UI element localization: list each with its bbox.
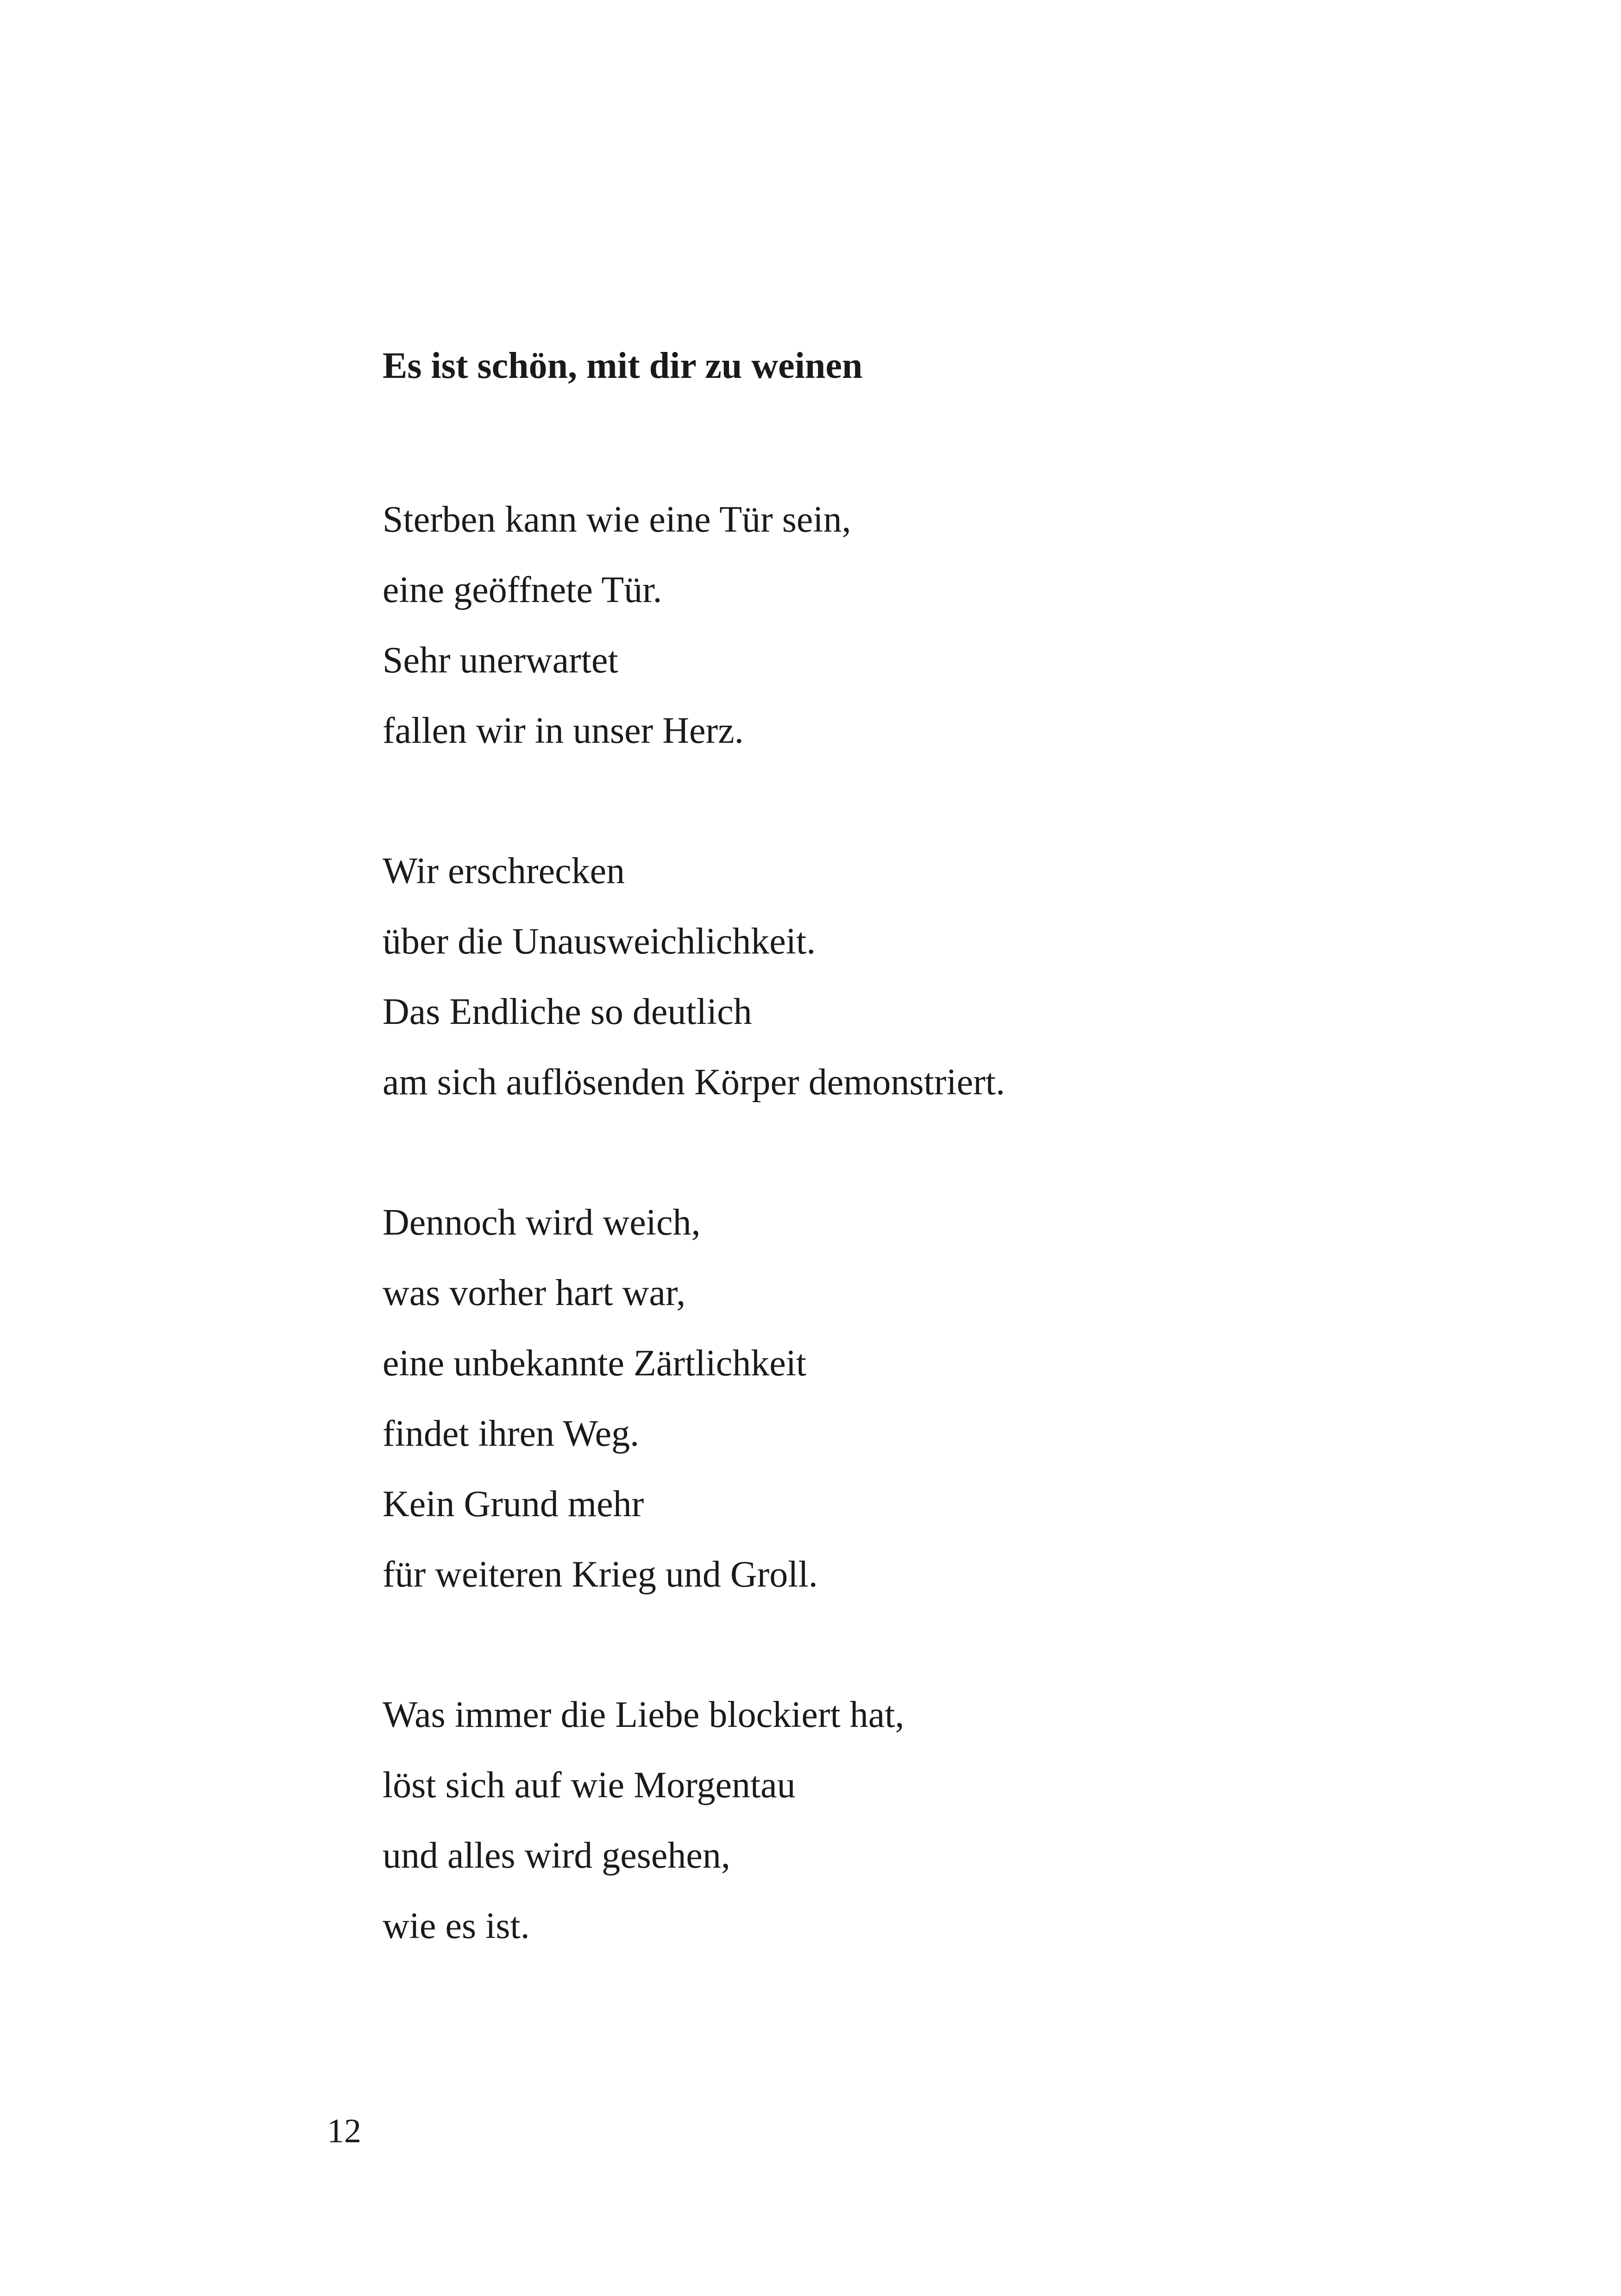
poem-line: löst sich auf wie Morgentau (383, 1765, 796, 1806)
poem-line: eine geöffnete Tür. (383, 570, 662, 610)
poem-line: fallen wir in unser Herz. (383, 710, 744, 751)
stanza-1 (383, 484, 1005, 766)
poem-line: Was immer die Liebe blockiert hat, (383, 1694, 905, 1735)
page-number: 12 (327, 2112, 361, 2150)
poem-line: Kein Grund mehr (383, 1484, 644, 1524)
poem-line: findet ihren Weg. (383, 1413, 640, 1454)
poem-line: Sterben kann wie eine Tür sein, (383, 499, 851, 540)
stanza-2 (383, 836, 1005, 1117)
poem-line: Das Endliche so deutlich (383, 991, 752, 1032)
poem-line: und alles wird gesehen, (383, 1835, 730, 1876)
poem-line: für weiteren Krieg und Groll. (383, 1554, 818, 1595)
poem-line: Sehr unerwartet (383, 640, 618, 681)
poem-line: wie es ist. (383, 1906, 530, 1946)
poem-body (383, 484, 1005, 2031)
poem-line: eine unbekannte Zärtlichkeit (383, 1343, 807, 1384)
poem-title: Es ist schön, mit dir zu weinen (383, 345, 863, 386)
stanza-3 (383, 1187, 1005, 1610)
poem-line: am sich auflösenden Körper demonstriert. (383, 1062, 1005, 1103)
poem-line: Wir erschrecken (383, 851, 625, 891)
poem-line: über die Unausweichlichkeit. (383, 921, 816, 962)
poem-line: was vorher hart war, (383, 1273, 686, 1313)
stanza-4 (383, 1680, 1005, 1961)
poem-line: Dennoch wird weich, (383, 1202, 701, 1243)
